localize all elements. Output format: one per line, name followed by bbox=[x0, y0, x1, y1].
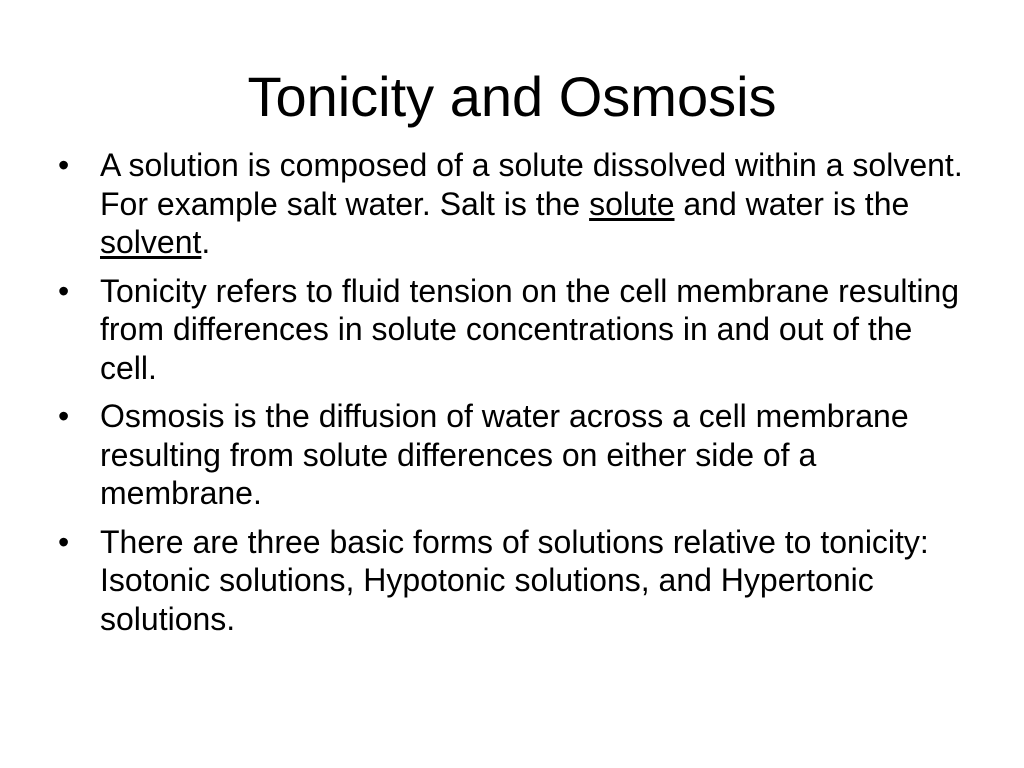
bullet-icon: • bbox=[58, 398, 70, 434]
bullet-icon: • bbox=[58, 272, 70, 309]
bullet-item-solution-forms bbox=[56, 523, 976, 639]
bullet-text: Tonicity refers to fluid tension on the cell membrane resulting from differences in solute concentrations in and out of the cell. bbox=[100, 272, 960, 386]
bullet-text-mid: and water is the bbox=[674, 185, 910, 222]
bullet-list bbox=[56, 146, 976, 648]
bullet-icon: • bbox=[58, 523, 70, 560]
bullet-item-tonicity bbox=[56, 272, 976, 388]
bullet-text-pre: A solution is composed of a solute dissolved within a solvent. For example salt water. Salt is the bbox=[100, 147, 963, 222]
slide-title: Tonicity and Osmosis bbox=[247, 65, 777, 128]
bullet-icon: • bbox=[58, 147, 70, 183]
term-solute: solute bbox=[589, 185, 675, 222]
bullet-text: There are three basic forms of solutions relative to tonicity: Isotonic solutions, Hypotonic solutions, and Hypertonic solutions. bbox=[100, 523, 929, 637]
bullet-item-solution bbox=[56, 146, 976, 262]
term-solvent: solvent bbox=[100, 224, 202, 260]
bullet-text: Osmosis is the diffusion of water across a cell membrane resulting from solute differences on either side of a membrane. bbox=[100, 398, 909, 511]
bullet-item-osmosis bbox=[56, 397, 976, 513]
bullet-text-post: . bbox=[201, 224, 211, 260]
